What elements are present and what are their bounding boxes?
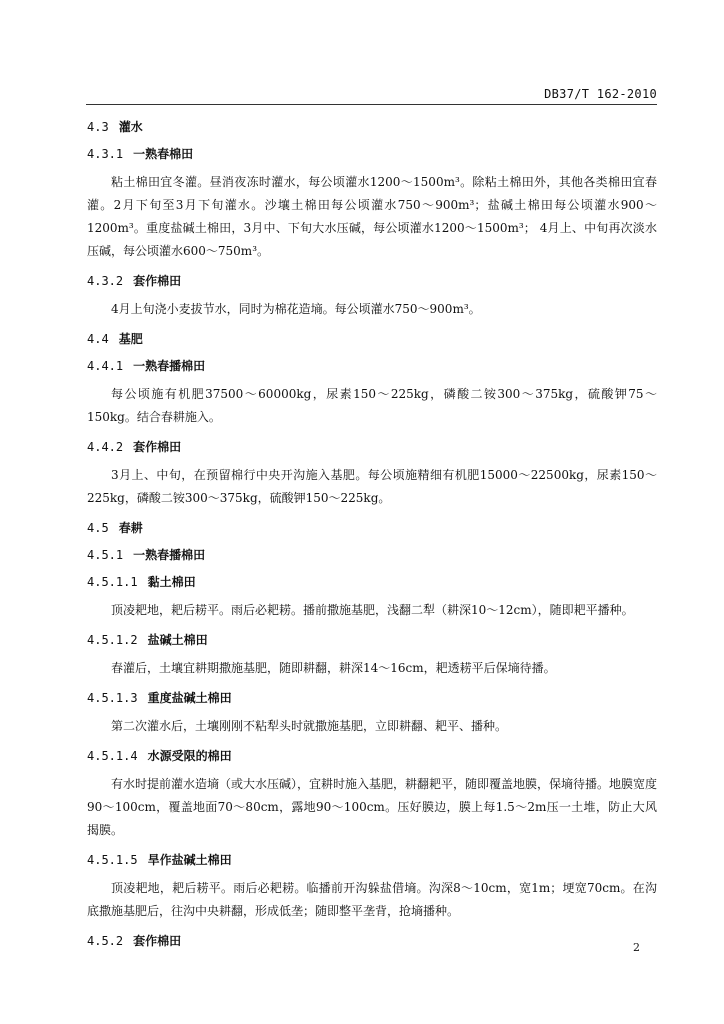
section-heading: 4.4.1 一熟春播棉田	[87, 359, 206, 373]
section-heading: 4.4 基肥	[87, 332, 143, 346]
paragraph: 顶凌耙地，耙后耢平。雨后必耙耢。播前撒施基肥，浅翻二犁（耕深10～12cm），随即耙平播种。	[111, 603, 634, 617]
paragraph: 顶凌耙地，耙后耢平。雨后必耙耢。临播前开沟躲盐借墒。沟深8～10cm，宽1m；埂宽70cm。在沟底撒施基肥后，往沟中央耕翻，形成低垄；随即整平垄背，抢墒播种。	[87, 881, 657, 918]
paragraph: 有水时提前灌水造墒（或大水压碱），宜耕时施入基肥，耕翻耙平，随即覆盖地膜，保墒待播。地膜宽度90～100cm，覆盖地面70～80cm，露地90～100cm。压好膜边，膜上每1.5～2m压一土堆，防止大风揭膜。	[87, 777, 658, 837]
section-heading: 4.5.1.4 水源受限的棉田	[87, 749, 232, 763]
section-heading: 4.3 灌水	[87, 120, 143, 134]
paragraph: 第二次灌水后，土壤刚刚不粘犁头时就撒施基肥，立即耕翻、耙平、播种。	[111, 719, 508, 733]
header-rule	[86, 104, 657, 105]
section-heading: 4.4.2 套作棉田	[87, 440, 182, 454]
section-heading: 4.5.1.2 盐碱土棉田	[87, 633, 208, 647]
section-heading: 4.5.2 套作棉田	[87, 934, 182, 948]
section-heading: 4.5.1.3 重度盐碱土棉田	[87, 691, 232, 705]
paragraph: 粘土棉田宜冬灌。昼消夜冻时灌水，每公顷灌水1200～1500m³。除粘土棉田外，其他各类棉田宜春灌。2月下旬至3月下旬灌水。沙壤土棉田每公顷灌水750～900m³；盐碱土棉田每公顷灌水900～1200m³。重度盐碱土棉田，3月中、下旬大水压碱，每公顷灌水1200～1500m³； 4月上、中旬再次淡水压碱，每公顷灌水600～750m³。	[87, 175, 657, 258]
section-heading: 4.5 春耕	[87, 521, 143, 535]
paragraph: 春灌后，土壤宜耕期撒施基肥，随即耕翻，耕深14～16cm，耙透耢平后保墒待播。	[111, 661, 556, 675]
page-number: 2	[633, 941, 640, 954]
section-heading: 4.5.1 一熟春播棉田	[87, 548, 206, 562]
section-heading: 4.3.2 套作棉田	[87, 274, 182, 288]
section-heading: 4.5.1.5 旱作盐碱土棉田	[87, 853, 232, 867]
paragraph: 4月上旬浇小麦拔节水，同时为棉花造墒。每公顷灌水750～900m³。	[111, 302, 481, 316]
standard-code: DB37/T 162-2010	[544, 87, 657, 101]
paragraph: 每公顷施有机肥37500～60000kg，尿素150～225kg，磷酸二铵300～375kg，硫酸钾75～150kg。结合春耕施入。	[87, 387, 657, 424]
document-body	[87, 110, 657, 949]
section-heading: 4.5.1.1 黏土棉田	[87, 575, 196, 589]
section-heading: 4.3.1 一熟春棉田	[87, 147, 194, 161]
paragraph: 3月上、中旬，在预留棉行中央开沟施入基肥。每公顷施精细有机肥15000～22500kg，尿素150～225kg，磷酸二铵300～375kg，硫酸钾150～225kg。	[87, 468, 657, 505]
